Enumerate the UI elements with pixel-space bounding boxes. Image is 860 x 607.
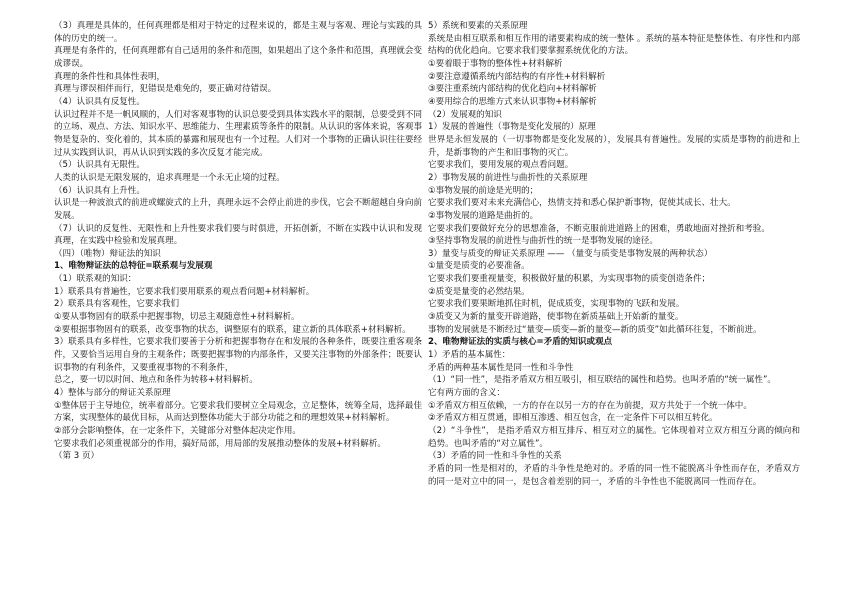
right-paragraph-25: 1）矛盾的基本属性： xyxy=(428,350,511,361)
right-paragraph-2: 系统是由相互联系和相互作用的诸要素构成的统一整体 。系统的基本特征是整体性、有序性和内部结构的优化趋向。它要求我们要掌握系统优化的方法。 xyxy=(428,33,800,57)
left-paragraph-24: 它要求我们必须重视部分的作用，搞好局部，用局部的发展推动整体的发展+材料解析。 xyxy=(54,438,386,449)
right-paragraph-33: 矛盾的同一性是相对的，矛盾的斗争性是绝对的。矛盾的同一性不能脱离斗争性而存在，矛盾双方的同一是对立中的同一，是包含着差别的同一，矛盾的斗争性也不能脱离同一性而存在。 xyxy=(428,463,800,487)
right-paragraph-30: ②矛盾双方相互贯通，即相互渗透、相互包含，在一定条件下可以相互转化。 xyxy=(428,413,718,424)
left-paragraph-25: （第 3 页） xyxy=(54,451,100,462)
left-paragraph-12: （四）（唯物）辩证法的知识 xyxy=(54,248,161,259)
left-paragraph-16: 2）联系具有客观性，它要求我们 xyxy=(54,299,180,310)
left-paragraph-21: 4）整体与部分的辩证关系原理 xyxy=(54,388,171,399)
right-paragraph-6: ④要用综合的思维方式来认识事物+材料解析 xyxy=(428,96,597,107)
right-paragraph-8: 1）发展的普遍性（事物是变化发展的）原理 xyxy=(428,122,596,133)
left-paragraph-5: （4）认识具有反复性。 xyxy=(54,96,145,107)
left-paragraph-9: （6）认识具有上升性。 xyxy=(54,185,145,196)
left-paragraph-6: 认识过程并不是一帆风顺的，人们对客观事物的认识总要受到具体实践水平的限制，总要受到不同的立场、观点、方法、知识水平、思维能力、生理素质等条件的限制。从认识的客体来说，客观事物是复杂的、变化着的，其本质的暴露和展现也有一个过程。人们对一个事物的正确认识往往要经过从实践到认识，再从认识到实践的多次反复才能完成。 xyxy=(54,109,422,158)
left-paragraph-11: （7）认识的反复性、无限性和上升性要求我们要与时俱进，开拓创新，不断在实践中认识和发现真理，在实践中检验和发展真理。 xyxy=(54,223,422,247)
right-paragraph-31: （2）“斗争性”， 是指矛盾双方相互排斥、相互对立的属性。它体现着对立双方相互分离的倾向和趋势。也叫矛盾的“对立属性”。 xyxy=(428,426,800,449)
left-column xyxy=(54,20,422,463)
right-paragraph-27: （1）“同一性”，是指矛盾双方相互吸引，相互联结的属性和趋势。也叫矛盾的“统一属性”。 xyxy=(428,375,776,386)
right-paragraph-7: （2）发展观的知识 xyxy=(428,109,502,120)
right-paragraph-19: 它要求我们要重视量变，积极做好量的积累，为实现事物的质变创造条件； xyxy=(428,274,711,285)
left-paragraph-17: ①要从事物固有的联系中把握事物，切忌主观随意性+材料解析。 xyxy=(54,312,300,323)
left-paragraph-3: 真理的条件性和具体性表明， xyxy=(54,71,166,82)
left-paragraph-14: （1）联系观的知识： xyxy=(54,274,137,285)
right-paragraph-20: ②质变是量变的必然结果。 xyxy=(428,286,530,297)
left-paragraph-15: 1）联系具有普遍性，它要求我们要用联系的观点看问题+材料解析。 xyxy=(54,286,315,297)
right-paragraph-15: 它要求我们要做好充分的思想准备，不断克服前进道路上的困难，勇敢地面对挫折和考验。 xyxy=(428,223,770,234)
right-paragraph-5: ③要注重系统内部结构的优化趋向+材料解析 xyxy=(428,84,597,95)
left-paragraph-13: 1、唯物辩证法的总特征=联系观与发展观 xyxy=(54,261,213,272)
right-paragraph-4: ②要注意遵循系统内部结构的有序性+材料解析 xyxy=(428,71,606,82)
right-paragraph-17: 3）量变与质变的辩证关系原理 —— （量变与质变是事物发展的两种状态） xyxy=(428,248,713,259)
right-paragraph-18: ①量变是质变的必要准备。 xyxy=(428,261,530,272)
right-paragraph-16: ③坚持事物发展的前进性与曲折性的统一是事物发展的途径。 xyxy=(428,236,658,247)
right-paragraph-1: 5）系统和要素的关系原理 xyxy=(428,21,528,31)
left-paragraph-7: （5）认识具有无限性。 xyxy=(54,160,145,171)
right-column xyxy=(428,20,800,488)
left-paragraph-22: ①整体居于主导地位，统率着部分。它要求我们要树立全局观念，立足整体，统筹全局，选择最佳方案，实现整体的最优目标，从而达到整体功能大于部分功能之和的理想效果+材料解析。 xyxy=(54,400,422,424)
right-paragraph-12: ①事物发展的前途是光明的； xyxy=(428,185,539,196)
right-paragraph-3: ①要着眼于事物的整体性+材料解析 xyxy=(428,58,563,69)
right-paragraph-10: 它要求我们，要用发展的观点看问题。 xyxy=(428,160,574,171)
left-paragraph-23: ②部分会影响整体，在一定条件下，关键部分对整体起决定作用。 xyxy=(54,426,301,436)
right-paragraph-24: 2、唯物辩证法的实质与核心=矛盾的知识或观点 xyxy=(428,337,613,348)
right-paragraph-11: 2）事物发展的前进性与曲折性的关系原理 xyxy=(428,172,588,183)
right-paragraph-26: 矛盾的两种基本属性是同一性和斗争性 xyxy=(428,362,574,373)
left-paragraph-10: 认识是一种波浪式的前进或螺旋式的上升，真理永远不会停止前进的步伐，它会不断超越自身向前发展。 xyxy=(54,198,422,221)
left-paragraph-2: 真理是有条件的，任何真理都有自己适用的条件和范围，如果超出了这个条件和范围，真理就会变成谬误。 xyxy=(54,46,422,69)
right-paragraph-23: 事物的发展就是不断经过“量变—质变—新的量变—新的质变”如此循环往复，不断前进。 xyxy=(428,324,762,335)
right-paragraph-13: 它要求我们要对未来充满信心，热情支持和悉心保护新事物，促使其成长、壮大。 xyxy=(428,198,736,209)
right-paragraph-32: （3）矛盾的同一性和斗争性的关系 xyxy=(428,451,562,462)
left-paragraph-1: （3）真理是具体的，任何真理都是相对于特定的过程来说的，都是主观与客观、理论与实践的具体的历史的统一。 xyxy=(54,21,422,44)
right-paragraph-14: ②事物发展的道路是曲折的。 xyxy=(428,210,539,221)
right-paragraph-22: ③质变又为新的量变开辟道路，使事物在新质基础上开始新的量变。 xyxy=(428,312,684,323)
right-paragraph-9: 世界是永恒发展的（一切事物都是变化发展的），发展具有普遍性。发展的实质是事物的前进和上升，是新事物的产生和旧事物的灭亡。 xyxy=(428,134,800,158)
left-paragraph-4: 真理与谬误相伴而行，犯错误是难免的，要正确对待错误。 xyxy=(54,84,277,95)
left-paragraph-18: ②要根据事物固有的联系，改变事物的状态，调整原有的联系，建立新的具体联系+材料解析。 xyxy=(54,324,411,335)
left-paragraph-20: 总之，要一切以时间、地点和条件为转移+材料解析。 xyxy=(54,375,258,386)
right-paragraph-29: ①矛盾双方相互依赖，一方的存在以另一方的存在为前提，双方共处于一个统一体中。 xyxy=(428,400,752,411)
left-paragraph-19: 3）联系具有多样性，它要求我们要善于分析和把握事物存在和发展的各种条件，既要注重客观条件，又要恰当运用自身的主观条件；既要把握事物的内部条件，又要关注事物的外部条件；既要认识事物的有利条件，又要重视事物的不利条件， xyxy=(54,337,422,373)
right-paragraph-21: 它要求我们要果断地抓住时机，促成质变，实现事物的飞跃和发展。 xyxy=(428,299,685,310)
left-paragraph-8: 人类的认识是无限发展的，追求真理是一个永无止境的过程。 xyxy=(54,172,285,183)
right-paragraph-28: 它有两方面的含义： xyxy=(428,388,505,399)
